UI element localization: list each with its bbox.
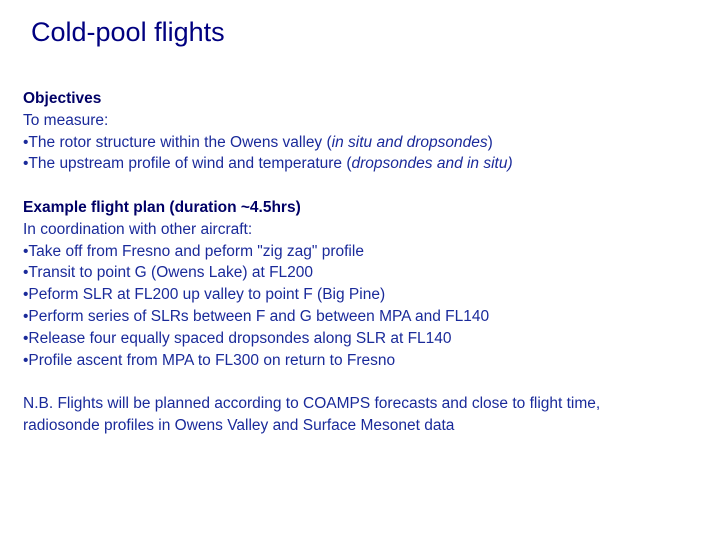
- slide-body: [23, 88, 703, 437]
- flight-plan-step: •Peform SLR at FL200 up valley to point F (Big Pine): [23, 286, 386, 304]
- flight-plan-step: •Take off from Fresno and peform "zig zag" profile: [23, 242, 364, 260]
- objective-item-emphasis: dropsondes and in situ): [351, 155, 513, 173]
- objectives-heading: Objectives: [23, 90, 102, 107]
- spacer: [23, 175, 703, 197]
- spacer: [23, 371, 703, 393]
- objective-item: [23, 132, 703, 154]
- flight-plan-heading: Example flight plan (duration ~4.5hrs): [23, 198, 301, 216]
- objectives-intro: To measure:: [23, 111, 109, 129]
- objective-item-prefix: •The upstream profile of wind and temperature (: [23, 155, 352, 173]
- objective-item-prefix: •The rotor structure within the Owens valley (: [23, 133, 332, 151]
- flight-plan-step: •Profile ascent from MPA to FL300 on return to Fresno: [23, 351, 396, 369]
- objective-item-suffix: ): [487, 133, 493, 151]
- flight-plan-step: •Release four equally spaced dropsondes along SLR at FL140: [23, 329, 452, 347]
- slide-title: Cold-pool flights: [31, 17, 225, 47]
- planning-note: N.B. Flights will be planned according to COAMPS forecasts and close to flight time, radiosonde profiles in Owens Valley and Surface Mesonet data: [23, 395, 601, 434]
- flight-plan-step: •Perform series of SLRs between F and G between MPA and FL140: [23, 307, 490, 325]
- flight-plan-step: •Transit to point G (Owens Lake) at FL200: [23, 264, 314, 282]
- objective-item-emphasis: in situ and dropsondes: [331, 133, 488, 151]
- objective-item: [23, 153, 703, 175]
- flight-plan-intro: In coordination with other aircraft:: [23, 220, 253, 238]
